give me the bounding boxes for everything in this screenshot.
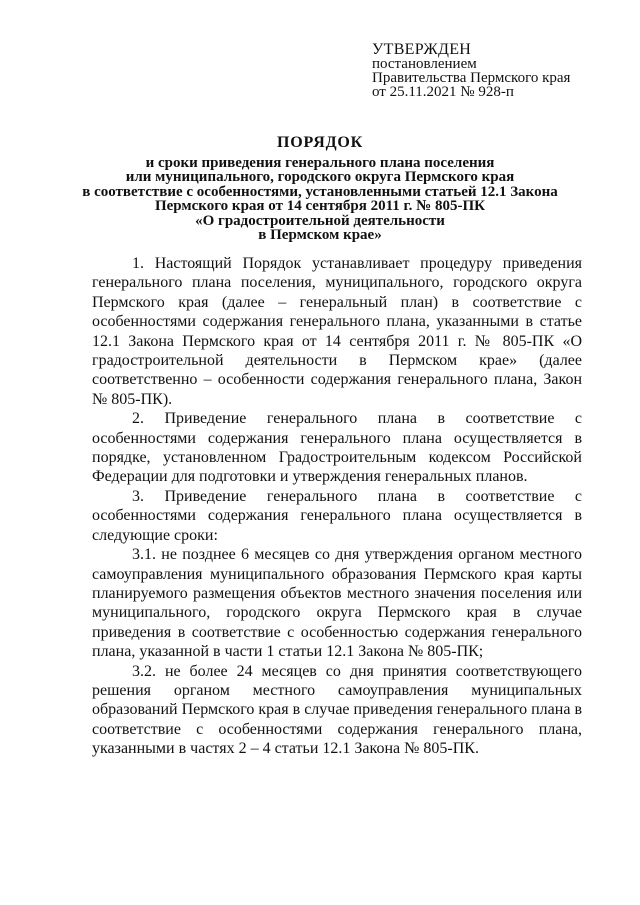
approval-line: от 25.11.2021 № 928-п <box>372 84 514 100</box>
approval-stamp <box>372 42 570 99</box>
title-main: ПОРЯДОК <box>276 134 364 151</box>
title-line: и сроки приведения генерального плана поселения <box>145 154 495 171</box>
title-line: в соответствие с особенностями, установленными статьей 12.1 Закона <box>82 183 558 200</box>
paragraph: 3.1. не позднее 6 месяцев со дня утверждения органом местного самоуправления муниципального образования Пермского края карты планируемого размещения объектов местного значения поселения или муниципального, городского округа Пермского края в случае приведения в соответствие с особенностью содержания генерального плана, указанной в части 1 статьи 12.1 Закона № 805-ПК; <box>92 546 582 661</box>
title-line: Пермского края от 14 сентября 2011 г. № 805-ПК <box>154 198 485 214</box>
title-line: в Пермском крае» <box>258 227 382 243</box>
approval-heading: УТВЕРЖДЕН <box>372 41 472 58</box>
paragraph: 3. Приведение генерального плана в соответствие с особенностями содержания генерального плана осуществляется в следующие сроки: <box>92 487 582 544</box>
approval-line: Правительства Пермского края <box>372 70 571 86</box>
document-body <box>92 254 582 759</box>
paragraph: 3.2. не более 24 месяцев со дня принятия соответствующего решения органом местного самоуправления муниципальных образований Пермского края в случае приведения генерального плана в соответствие с особенностями содержания генерального плана, указанными в частях 2 – 4 статьи 12.1 Закона № 805-ПК. <box>92 662 582 758</box>
paragraph: 1. Настоящий Порядок устанавливает процедуру приведения генерального плана поселения, муниципального, городского округа Пермского края (далее – генеральный план) в соответствие с особенностями содержания генерального плана, указанными в статье 12.1 Закона Пермского края от 14 сентября 2011 г. № 805-ПК «О градостроительной деятельности в Пермском крае» (далее соответственно – особенности содержания генерального плана, Закон № 805-ПК). <box>92 255 582 408</box>
title-line: «О градостроительной деятельности <box>195 212 445 229</box>
paragraph: 2. Приведение генерального плана в соответствие с особенностями содержания генерального плана осуществляется в порядке, установленном Градостроительным кодексом Российской Федерации для подготовки и утверждения генеральных планов. <box>92 410 582 486</box>
approval-line: постановлением <box>372 56 477 72</box>
document-title <box>60 136 580 243</box>
title-line: или муниципального, городского округа Пермского края <box>125 169 515 185</box>
